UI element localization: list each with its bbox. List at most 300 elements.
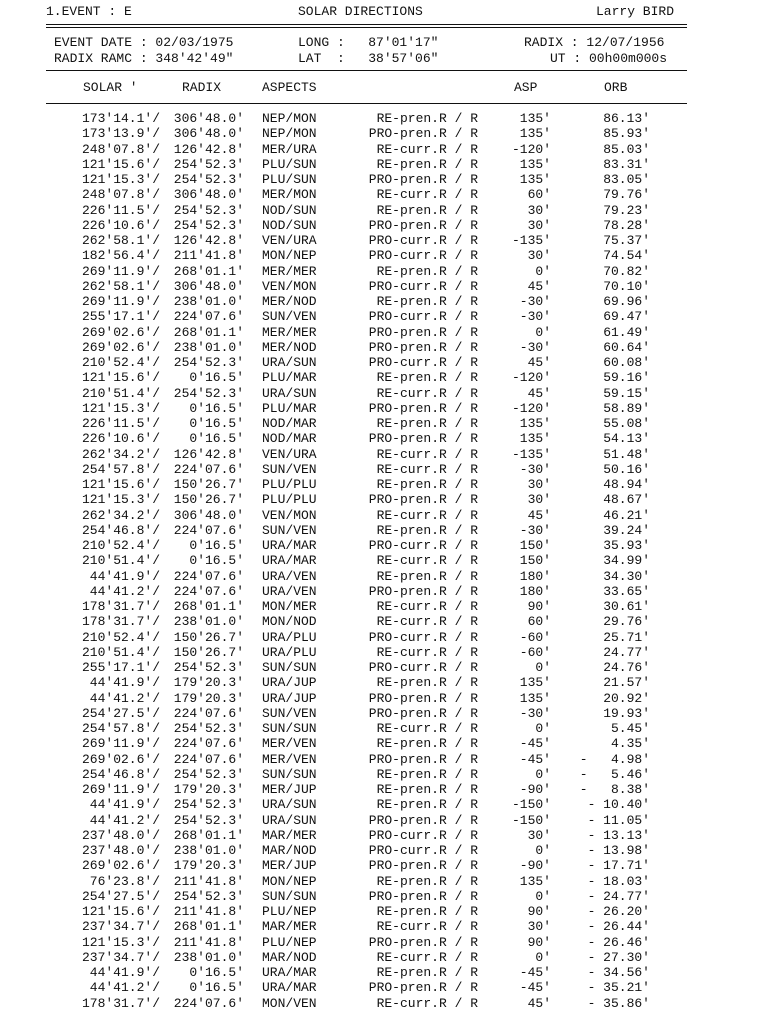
cell-aspect: MER/MER <box>262 263 317 279</box>
cell-direction: PRO-pren.R / R <box>368 324 478 340</box>
cell-orb: 83.05' <box>603 172 650 187</box>
table-row <box>0 203 768 218</box>
cell-direction: PRO-pren.R / R <box>368 705 478 721</box>
cell-orb: 59.15' <box>603 385 650 401</box>
cell-direction: PRO-curr.R / R <box>368 629 478 645</box>
cell-radix: 268'01.1' <box>173 263 244 279</box>
cell-radix: 306'48.0' <box>173 111 244 126</box>
cell-direction: RE-curr.R / R <box>376 553 478 569</box>
cell-radix: 126'42.8' <box>173 446 244 462</box>
cell-aspect: SUN/VEN <box>262 522 317 538</box>
cell-aspect: MER/URA <box>262 141 317 157</box>
cell-orb: 55.08' <box>603 416 650 431</box>
cell-direction: RE-pren.R / R <box>376 675 478 691</box>
cell-orb: 24.76' <box>603 660 650 675</box>
cell-solar: 237'48.0'/ <box>81 843 160 858</box>
cell-asp: 135' <box>519 873 551 889</box>
table-row <box>0 553 768 568</box>
cell-asp: -120' <box>511 400 551 416</box>
cell-aspect: SUN/SUN <box>262 660 317 675</box>
cell-aspect: SUN/SUN <box>262 721 317 736</box>
table-row <box>0 721 768 736</box>
column-header-asp: ASP <box>514 80 538 95</box>
table-row <box>0 279 768 294</box>
cell-direction: RE-curr.R / R <box>376 507 478 523</box>
cell-aspect: MER/MER <box>262 324 317 340</box>
cell-direction: RE-pren.R / R <box>376 904 478 919</box>
cell-radix: 224'07.6' <box>173 309 244 325</box>
cell-aspect: PLU/SUN <box>262 156 317 172</box>
cell-radix: 268'01.1' <box>173 827 244 843</box>
cell-direction: PRO-curr.R / R <box>368 827 478 843</box>
cell-radix: 224'07.6' <box>173 705 244 721</box>
cell-direction: PRO-pren.R / R <box>368 888 478 904</box>
cell-radix: 0'16.5' <box>189 400 244 416</box>
cell-aspect: MER/VEN <box>262 736 317 752</box>
cell-solar: 262'58.1'/ <box>81 233 160 248</box>
latitude: LAT : 38'57'06" <box>298 51 439 66</box>
cell-direction: PRO-pren.R / R <box>368 339 478 355</box>
cell-orb: - 18.03' <box>587 873 650 889</box>
cell-radix: 211'41.8' <box>173 934 244 950</box>
cell-solar: 254'46.8'/ <box>81 522 160 538</box>
cell-direction: RE-pren.R / R <box>376 568 478 584</box>
cell-asp: 150' <box>519 538 551 553</box>
cell-solar: 269'02.6'/ <box>81 339 160 355</box>
cell-solar: 248'07.8'/ <box>81 141 160 157</box>
cell-direction: RE-pren.R / R <box>376 202 478 218</box>
cell-radix: 126'42.8' <box>173 233 244 248</box>
cell-asp: -30' <box>519 309 551 325</box>
cell-direction: PRO-pren.R / R <box>368 751 478 767</box>
cell-asp: 30' <box>527 477 551 492</box>
cell-asp: -90' <box>519 858 551 874</box>
cell-asp: 0' <box>535 888 551 904</box>
cell-solar: 262'58.1'/ <box>81 278 160 294</box>
table-row <box>0 874 768 889</box>
cell-radix: 254'52.3' <box>173 385 244 401</box>
cell-direction: RE-pren.R / R <box>376 766 478 782</box>
cell-aspect: MON/NOD <box>262 614 317 630</box>
cell-solar: 226'11.5'/ <box>81 202 160 218</box>
radix-date: RADIX : 12/07/1956 <box>524 35 665 50</box>
cell-asp: 60' <box>527 187 551 203</box>
cell-asp: 90' <box>527 934 551 950</box>
cell-asp: 0' <box>535 263 551 279</box>
cell-asp: 0' <box>535 324 551 340</box>
cell-solar: 254'46.8'/ <box>81 766 160 782</box>
cell-radix: 238'01.0' <box>173 614 244 630</box>
cell-asp: 135' <box>519 675 551 691</box>
table-row <box>0 386 768 401</box>
cell-radix: 254'52.3' <box>173 202 244 218</box>
cell-radix: 150'26.7' <box>173 644 244 660</box>
cell-direction: PRO-pren.R / R <box>368 980 478 996</box>
cell-direction: RE-curr.R / R <box>376 644 478 660</box>
cell-aspect: URA/MAR <box>262 965 317 980</box>
cell-solar: 237'48.0'/ <box>81 827 160 843</box>
table-row <box>0 813 768 828</box>
cell-aspect: PLU/SUN <box>262 172 317 187</box>
cell-orb: 46.21' <box>603 507 650 523</box>
cell-aspect: SUN/VEN <box>262 705 317 721</box>
cell-asp: 0' <box>535 843 551 858</box>
cell-orb: 35.93' <box>603 538 650 553</box>
cell-solar: 237'34.7'/ <box>81 949 160 965</box>
cell-radix: 179'20.3' <box>173 690 244 706</box>
cell-direction: PRO-curr.R / R <box>368 248 478 264</box>
cell-radix: 150'26.7' <box>173 477 244 492</box>
cell-asp: 60' <box>527 614 551 630</box>
cell-asp: 90' <box>527 599 551 614</box>
cell-asp: 180' <box>519 583 551 599</box>
cell-radix: 254'52.3' <box>173 217 244 233</box>
table-row <box>0 248 768 263</box>
cell-direction: PRO-curr.R / R <box>368 278 478 294</box>
cell-orb: 83.31' <box>603 156 650 172</box>
table-row <box>0 142 768 157</box>
cell-solar: 254'57.8'/ <box>81 721 160 736</box>
cell-orb: 78.28' <box>603 217 650 233</box>
cell-solar: 173'13.9'/ <box>81 126 160 142</box>
cell-radix: 238'01.0' <box>173 843 244 858</box>
column-header-orb: ORB <box>604 80 628 95</box>
cell-orb: 59.16' <box>603 370 650 386</box>
cell-aspect: PLU/MAR <box>262 370 317 386</box>
cell-orb: 60.08' <box>603 355 650 370</box>
cell-direction: RE-curr.R / R <box>376 461 478 477</box>
cell-aspect: VEN/MON <box>262 278 317 294</box>
cell-solar: 44'41.2'/ <box>89 690 160 706</box>
cell-radix: 254'52.3' <box>173 888 244 904</box>
cell-orb: 79.76' <box>603 187 650 203</box>
column-header-solar: SOLAR ' <box>83 80 138 95</box>
cell-aspect: URA/MAR <box>262 980 317 996</box>
cell-direction: RE-pren.R / R <box>376 782 478 797</box>
cell-solar: 173'14.1'/ <box>81 111 160 126</box>
cell-solar: 262'34.2'/ <box>81 507 160 523</box>
divider <box>46 70 687 71</box>
cell-radix: 306'48.0' <box>173 126 244 142</box>
cell-direction: PRO-curr.R / R <box>368 660 478 675</box>
cell-radix: 0'16.5' <box>189 431 244 447</box>
cell-solar: 269'11.9'/ <box>81 294 160 309</box>
cell-aspect: PLU/PLU <box>262 492 317 508</box>
cell-orb: 19.93' <box>603 705 650 721</box>
cell-radix: 254'52.3' <box>173 660 244 675</box>
cell-radix: 254'52.3' <box>173 172 244 187</box>
cell-orb: - 10.40' <box>587 797 650 813</box>
cell-radix: 0'16.5' <box>189 553 244 569</box>
cell-radix: 0'16.5' <box>189 538 244 553</box>
divider <box>46 24 687 25</box>
table-row <box>0 325 768 340</box>
table-row <box>0 508 768 523</box>
cell-aspect: URA/SUN <box>262 812 317 828</box>
cell-solar: 178'31.7'/ <box>81 599 160 614</box>
cell-orb: 48.94' <box>603 477 650 492</box>
cell-direction: RE-curr.R / R <box>376 721 478 736</box>
cell-orb: - 26.46' <box>587 934 650 950</box>
cell-solar: 210'51.4'/ <box>81 644 160 660</box>
cell-aspect: MER/VEN <box>262 751 317 767</box>
cell-aspect: MON/VEN <box>262 995 317 1011</box>
cell-aspect: PLU/NEP <box>262 904 317 919</box>
cell-radix: 224'07.6' <box>173 583 244 599</box>
cell-direction: RE-curr.R / R <box>376 919 478 935</box>
cell-direction: RE-curr.R / R <box>376 141 478 157</box>
cell-aspect: PLU/NEP <box>262 934 317 950</box>
event-date: EVENT DATE : 02/03/1975 <box>54 35 234 50</box>
cell-orb: 50.16' <box>603 461 650 477</box>
cell-asp: -45' <box>519 736 551 752</box>
cell-asp: -30' <box>519 461 551 477</box>
cell-solar: 178'31.7'/ <box>81 614 160 630</box>
cell-solar: 121'15.6'/ <box>81 904 160 919</box>
cell-solar: 44'41.9'/ <box>89 675 160 691</box>
cell-direction: RE-pren.R / R <box>376 797 478 813</box>
cell-radix: 150'26.7' <box>173 492 244 508</box>
table-row <box>0 996 768 1011</box>
cell-radix: 268'01.1' <box>173 599 244 614</box>
cell-orb: 24.77' <box>603 644 650 660</box>
table-row <box>0 736 768 751</box>
table-row <box>0 889 768 904</box>
cell-orb: 85.03' <box>603 141 650 157</box>
cell-direction: RE-curr.R / R <box>376 995 478 1011</box>
cell-radix: 0'16.5' <box>189 370 244 386</box>
cell-radix: 224'07.6' <box>173 522 244 538</box>
table-row <box>0 416 768 431</box>
cell-aspect: MAR/MER <box>262 919 317 935</box>
cell-asp: 30' <box>527 492 551 508</box>
cell-asp: 180' <box>519 568 551 584</box>
table-row <box>0 767 768 782</box>
cell-aspect: VEN/MON <box>262 507 317 523</box>
cell-direction: RE-pren.R / R <box>376 370 478 386</box>
cell-aspect: PLU/PLU <box>262 477 317 492</box>
cell-orb: - 5.46' <box>579 766 650 782</box>
cell-aspect: URA/PLU <box>262 644 317 660</box>
cell-orb: 48.67' <box>603 492 650 508</box>
table-row <box>0 264 768 279</box>
table-row <box>0 309 768 324</box>
cell-orb: 20.92' <box>603 690 650 706</box>
table-row <box>0 843 768 858</box>
cell-solar: 44'41.9'/ <box>89 568 160 584</box>
cell-radix: 306'48.0' <box>173 507 244 523</box>
cell-direction: PRO-curr.R / R <box>368 355 478 370</box>
cell-solar: 44'41.2'/ <box>89 583 160 599</box>
cell-solar: 182'56.4'/ <box>81 248 160 264</box>
cell-direction: RE-curr.R / R <box>376 187 478 203</box>
cell-orb: - 13.13' <box>587 827 650 843</box>
table-row <box>0 584 768 599</box>
cell-aspect: URA/SUN <box>262 797 317 813</box>
cell-orb: 21.57' <box>603 675 650 691</box>
cell-solar: 226'11.5'/ <box>81 416 160 431</box>
table-row <box>0 355 768 370</box>
cell-radix: 238'01.0' <box>173 949 244 965</box>
universal-time: UT : 00h00m000s <box>550 51 668 66</box>
cell-orb: - 17.71' <box>587 858 650 874</box>
cell-direction: RE-pren.R / R <box>376 263 478 279</box>
cell-asp: 30' <box>527 827 551 843</box>
cell-asp: 30' <box>527 248 551 264</box>
cell-aspect: MON/NEP <box>262 248 317 264</box>
cell-orb: - 13.98' <box>587 843 650 858</box>
cell-direction: PRO-curr.R / R <box>368 538 478 553</box>
cell-asp: -135' <box>511 446 551 462</box>
cell-asp: -60' <box>519 644 551 660</box>
cell-radix: 254'52.3' <box>173 766 244 782</box>
table-row <box>0 797 768 812</box>
cell-asp: -30' <box>519 705 551 721</box>
cell-solar: 269'02.6'/ <box>81 858 160 874</box>
cell-radix: 224'07.6' <box>173 995 244 1011</box>
cell-solar: 121'15.3'/ <box>81 492 160 508</box>
cell-orb: 61.49' <box>603 324 650 340</box>
cell-asp: 90' <box>527 904 551 919</box>
cell-radix: 254'52.3' <box>173 721 244 736</box>
table-row <box>0 431 768 446</box>
cell-aspect: SUN/SUN <box>262 766 317 782</box>
cell-solar: 76'23.8'/ <box>89 873 160 889</box>
cell-aspect: URA/MAR <box>262 538 317 553</box>
cell-asp: 45' <box>527 385 551 401</box>
cell-aspect: VEN/URA <box>262 233 317 248</box>
cell-radix: 126'42.8' <box>173 141 244 157</box>
cell-solar: 226'10.6'/ <box>81 431 160 447</box>
cell-aspect: URA/PLU <box>262 629 317 645</box>
cell-asp: 45' <box>527 507 551 523</box>
cell-radix: 0'16.5' <box>189 416 244 431</box>
cell-orb: 25.71' <box>603 629 650 645</box>
table-row <box>0 523 768 538</box>
cell-asp: 30' <box>527 202 551 218</box>
table-row <box>0 660 768 675</box>
cell-direction: RE-pren.R / R <box>376 522 478 538</box>
table-row <box>0 950 768 965</box>
table-row <box>0 477 768 492</box>
divider <box>46 103 687 104</box>
table-row <box>0 538 768 553</box>
cell-orb: 75.37' <box>603 233 650 248</box>
cell-asp: 135' <box>519 416 551 431</box>
cell-radix: 268'01.1' <box>173 919 244 935</box>
cell-asp: -90' <box>519 782 551 797</box>
cell-aspect: NOD/MAR <box>262 416 317 431</box>
table-row <box>0 401 768 416</box>
cell-aspect: NOD/SUN <box>262 217 317 233</box>
cell-orb: - 24.77' <box>587 888 650 904</box>
cell-aspect: URA/VEN <box>262 568 317 584</box>
cell-orb: 33.65' <box>603 583 650 599</box>
cell-radix: 306'48.0' <box>173 187 244 203</box>
table-row <box>0 126 768 141</box>
cell-aspect: MON/NEP <box>262 873 317 889</box>
cell-asp: 150' <box>519 553 551 569</box>
cell-solar: 254'57.8'/ <box>81 461 160 477</box>
cell-aspect: SUN/VEN <box>262 309 317 325</box>
header-title: SOLAR DIRECTIONS <box>298 4 423 19</box>
cell-aspect: MER/NOD <box>262 339 317 355</box>
header-event: 1.EVENT : E <box>46 4 132 19</box>
cell-solar: 210'52.4'/ <box>81 355 160 370</box>
cell-aspect: MAR/MER <box>262 827 317 843</box>
cell-asp: 0' <box>535 721 551 736</box>
table-row <box>0 218 768 233</box>
cell-direction: RE-curr.R / R <box>376 446 478 462</box>
cell-solar: 210'51.4'/ <box>81 385 160 401</box>
cell-aspect: NEP/MON <box>262 126 317 142</box>
cell-asp: 30' <box>527 919 551 935</box>
cell-direction: PRO-pren.R / R <box>368 400 478 416</box>
table-row <box>0 157 768 172</box>
cell-direction: RE-pren.R / R <box>376 477 478 492</box>
cell-aspect: URA/VEN <box>262 583 317 599</box>
cell-direction: RE-pren.R / R <box>376 111 478 126</box>
table-row <box>0 447 768 462</box>
table-row <box>0 233 768 248</box>
table-row <box>0 919 768 934</box>
cell-asp: -135' <box>511 233 551 248</box>
cell-radix: 150'26.7' <box>173 629 244 645</box>
cell-solar: 178'31.7'/ <box>81 995 160 1011</box>
cell-radix: 254'52.3' <box>173 797 244 813</box>
cell-solar: 121'15.3'/ <box>81 172 160 187</box>
cell-orb: 70.10' <box>603 278 650 294</box>
cell-solar: 121'15.6'/ <box>81 370 160 386</box>
cell-direction: PRO-curr.R / R <box>368 843 478 858</box>
table-row <box>0 645 768 660</box>
cell-orb: 39.24' <box>603 522 650 538</box>
cell-direction: RE-curr.R / R <box>376 949 478 965</box>
cell-direction: RE-curr.R / R <box>376 599 478 614</box>
cell-solar: 255'17.1'/ <box>81 660 160 675</box>
cell-direction: PRO-curr.R / R <box>368 309 478 325</box>
table-row <box>0 935 768 950</box>
cell-orb: - 4.98' <box>579 751 650 767</box>
cell-radix: 0'16.5' <box>189 965 244 980</box>
cell-radix: 238'01.0' <box>173 339 244 355</box>
cell-orb: 74.54' <box>603 248 650 264</box>
column-header-radix: RADIX <box>182 80 222 95</box>
cell-aspect: MER/NOD <box>262 294 317 309</box>
cell-aspect: PLU/MAR <box>262 400 317 416</box>
cell-orb: - 35.86' <box>587 995 650 1011</box>
cell-radix: 0'16.5' <box>189 980 244 996</box>
cell-aspect: MAR/NOD <box>262 843 317 858</box>
cell-orb: 4.35' <box>610 736 650 752</box>
cell-aspect: URA/SUN <box>262 385 317 401</box>
cell-asp: 135' <box>519 126 551 142</box>
cell-asp: -120' <box>511 141 551 157</box>
cell-aspect: NOD/MAR <box>262 431 317 447</box>
table-row <box>0 675 768 690</box>
cell-asp: 0' <box>535 660 551 675</box>
cell-orb: - 26.44' <box>587 919 650 935</box>
cell-aspect: MER/MON <box>262 187 317 203</box>
table-row <box>0 340 768 355</box>
cell-orb: 70.82' <box>603 263 650 279</box>
cell-solar: 210'51.4'/ <box>81 553 160 569</box>
cell-solar: 262'34.2'/ <box>81 446 160 462</box>
cell-asp: 0' <box>535 949 551 965</box>
cell-aspect: URA/MAR <box>262 553 317 569</box>
cell-radix: 179'20.3' <box>173 675 244 691</box>
cell-asp: -30' <box>519 294 551 309</box>
